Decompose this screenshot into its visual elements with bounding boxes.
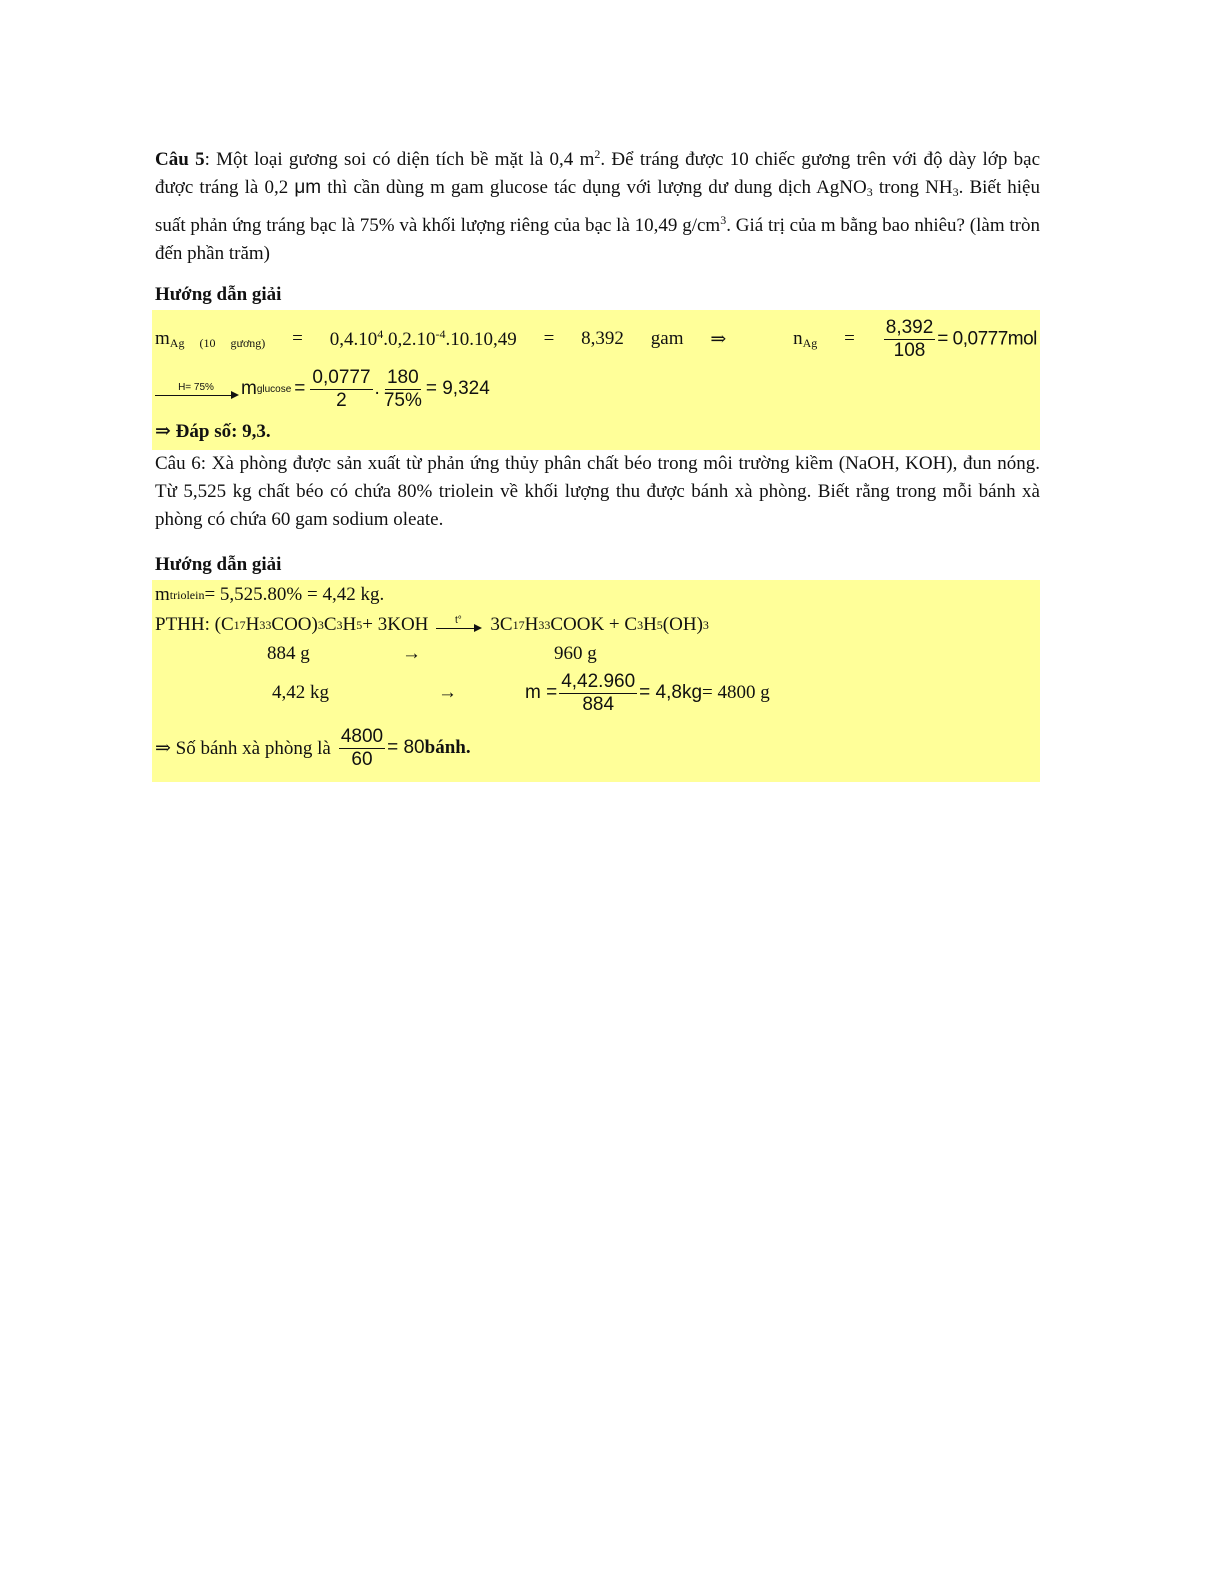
q5-text: trong NH (872, 177, 953, 198)
reaction-arrow-icon: t° (436, 616, 480, 629)
q5-text: . Giá trị của m bằng bao nhiêu? (làm tròn đến phần trăm) (155, 215, 1040, 264)
dot: . (374, 378, 380, 399)
molar-mass-row: 884 g → 960 g (267, 643, 597, 664)
q5-unit: μm (294, 177, 322, 198)
solution-5-box (152, 310, 1040, 450)
m-glucose-sub: glucose (256, 383, 292, 395)
fraction-1: $\frac{0,0777}{2}$ (312, 366, 371, 411)
solution-6-box (152, 580, 1040, 782)
solution-heading-5: Hướng dẫn giải (155, 284, 282, 305)
equals-sign: = (844, 328, 855, 349)
solution-heading-6: Hướng dẫn giải (155, 554, 282, 575)
equals-sign: = (294, 378, 306, 399)
q5-text: . Để tráng được 10 chiếc gương trên với độ dày lớp bạc được tráng là 0,2 (155, 149, 1040, 198)
question-5 (155, 140, 1040, 268)
fraction-2: $\frac{180}{75\%}$ (383, 366, 422, 411)
implies-symbol: ⇒ (710, 328, 727, 350)
q5-sup: 2 (594, 147, 601, 161)
equals-sign: = (543, 328, 555, 349)
mass-value: 8,392 (581, 328, 624, 349)
question-5-label: Câu 5 (155, 149, 205, 170)
q5-sup: 3 (720, 213, 727, 227)
glucose-result: = 9,324 (425, 378, 490, 399)
solution-5-line-1 (155, 316, 1037, 362)
yield-arrow-icon: H= 75% (155, 383, 237, 396)
q5-sub: 3 (866, 185, 873, 199)
n-ag-fraction: $\frac{8,392}{108}$ = 0,0777mol (885, 316, 1037, 361)
q5-text: : Một loại gương soi có diện tích bề mặt là 0,4 m (204, 149, 595, 170)
answer-5: ⇒ Đáp số: 9,3. (155, 420, 271, 442)
equals-sign: = (292, 328, 303, 349)
mass-row: 4,42 kg → m = $\frac{4,42.960}{884}$ = 4,8kg = 4800 g (272, 670, 770, 715)
q5-text: thì cần dùng m gam glucose tác dụng với lượng dư dung dịch AgNO (321, 177, 867, 198)
final-answer-row: ⇒ Số bánh xà phòng là $\frac{4800}{60}$ = 80 bánh. (155, 725, 471, 770)
reaction-equation: PTHH: (C 17 H 33 COO) 3 C 3 H 5 + 3KOH t° 3C 17 H 33 COOK + C 3 H 5 (OH) 3 (155, 614, 709, 635)
solution-5-line-2 (155, 362, 1037, 416)
mass-unit: gam (650, 328, 684, 349)
n-ag-term: $n_{Ag}$ (793, 327, 818, 350)
q5-text: . Biết hiệu suất phản ứng tráng bạc là 75% và khối lượng riêng của bạc là 10,49 g/cm (155, 177, 1040, 236)
document-page (155, 140, 1040, 782)
solution-6-line-1: m triolein = 5,525.80% = 4,42 kg. (155, 584, 385, 605)
mass-expression: $0,4.10^4.0,2.10^{-4}.10.10,49$ (329, 327, 517, 350)
q5-sub: 3 (952, 185, 959, 199)
question-6: Câu 6: Xà phòng được sản xuất từ phản ứng thủy phân chất béo trong môi trường kiềm (NaOH, KOH), đun nóng. Từ 5,525 kg chất béo có chứa 80% triolein về khối lượng thu được bánh xà phòng. Biết rằng trong mỗi bánh xà phòng có chứa 60 gam sodium oleate. (155, 453, 1040, 530)
m-ag-term: $m_{Ag (10 gương)}$ (155, 327, 266, 350)
m-glucose: m (241, 378, 257, 399)
